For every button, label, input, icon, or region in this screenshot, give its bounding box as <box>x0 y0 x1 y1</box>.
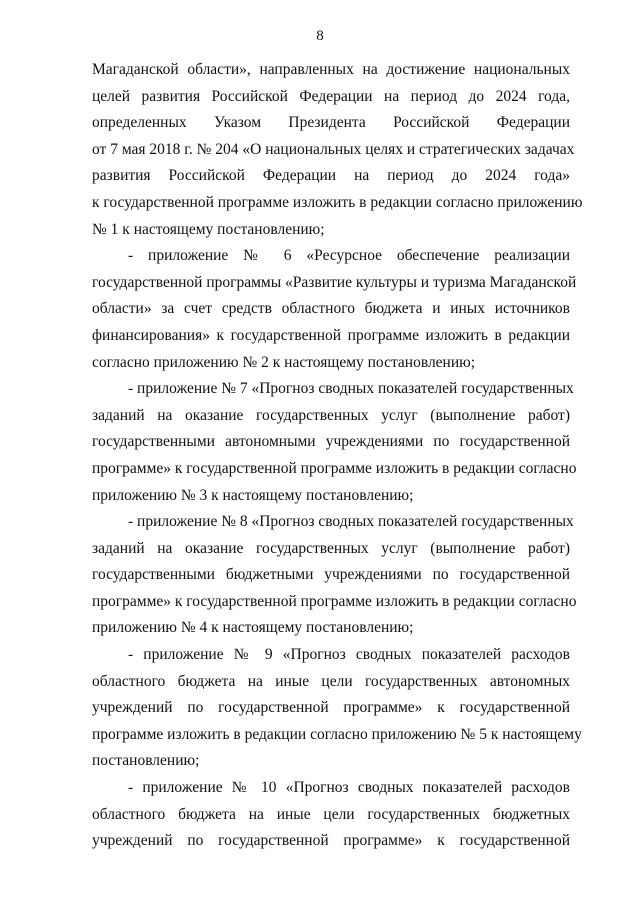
text-line: области» за счет средств областного бюджета и иных источников <box>92 300 570 318</box>
text-line: программе» к государственной программе изложить в редакции согласно <box>92 459 577 477</box>
text-line: учреждений по государственной программе» к государственной <box>92 832 570 850</box>
text-line: учреждений по государственной программе» к государственной <box>92 699 570 717</box>
text-line: согласно приложению № 2 к настоящему постановлению; <box>92 353 476 371</box>
paragraph-1 <box>92 57 583 243</box>
text-line: постановлению; <box>92 752 200 770</box>
paragraph-appendix-10 <box>92 775 570 855</box>
text-line: к государственной программе изложить в редакции согласно приложению <box>92 193 583 211</box>
document-body <box>92 57 583 855</box>
text-line: программе» к государственной программе изложить в редакции согласно <box>92 592 577 610</box>
text-line: - приложение № 9 «Прогноз сводных показателей расходов <box>128 646 570 664</box>
text-line: областного бюджета на иные цели государственных бюджетных <box>92 805 570 823</box>
paragraph-appendix-7 <box>92 376 577 509</box>
page-number: 8 <box>316 28 324 44</box>
text-line: государственными автономными учреждениями по государственной <box>92 433 570 451</box>
paragraph-appendix-8 <box>92 509 577 642</box>
text-line: - приложение № 8 «Прогноз сводных показателей государственных <box>128 513 574 531</box>
text-line: развития Российской Федерации на период до 2024 года» <box>92 167 570 185</box>
text-line: Магаданской области», направленных на достижение национальных <box>92 61 570 78</box>
text-line: - приложение № 10 «Прогноз сводных показателей расходов <box>128 779 570 797</box>
paragraph-appendix-6 <box>92 243 577 376</box>
text-line: - приложение № 7 «Прогноз сводных показателей государственных <box>128 380 574 398</box>
text-line: заданий на оказание государственных услуг (выполнение работ) <box>92 406 570 424</box>
text-line: областного бюджета на иные цели государственных автономных <box>92 672 570 690</box>
text-line: финансирования» к государственной программе изложить в редакции <box>92 326 570 344</box>
text-line: целей развития Российской Федерации на период до 2024 года, <box>92 87 570 105</box>
paragraph-appendix-9 <box>92 642 582 775</box>
text-line: государственными бюджетными учреждениями по государственной <box>92 566 570 584</box>
text-line: определенных Указом Президента Российской Федерации <box>92 114 570 132</box>
text-line: заданий на оказание государственных услуг (выполнение работ) <box>92 539 570 557</box>
text-line: № 1 к настоящему постановлению; <box>92 220 325 238</box>
text-line: - приложение № 6 «Ресурсное обеспечение реализации <box>128 247 570 265</box>
text-line: приложению № 3 к настоящему постановлению; <box>92 486 414 504</box>
text-line: государственной программы «Развитие культуры и туризма Магаданской <box>92 273 577 291</box>
text-line: программе изложить в редакции согласно приложению № 5 к настоящему <box>92 725 582 743</box>
text-line: приложению № 4 к настоящему постановлению; <box>92 619 414 637</box>
text-line: от 7 мая 2018 г. № 204 «О национальных целях и стратегических задачах <box>92 140 575 158</box>
